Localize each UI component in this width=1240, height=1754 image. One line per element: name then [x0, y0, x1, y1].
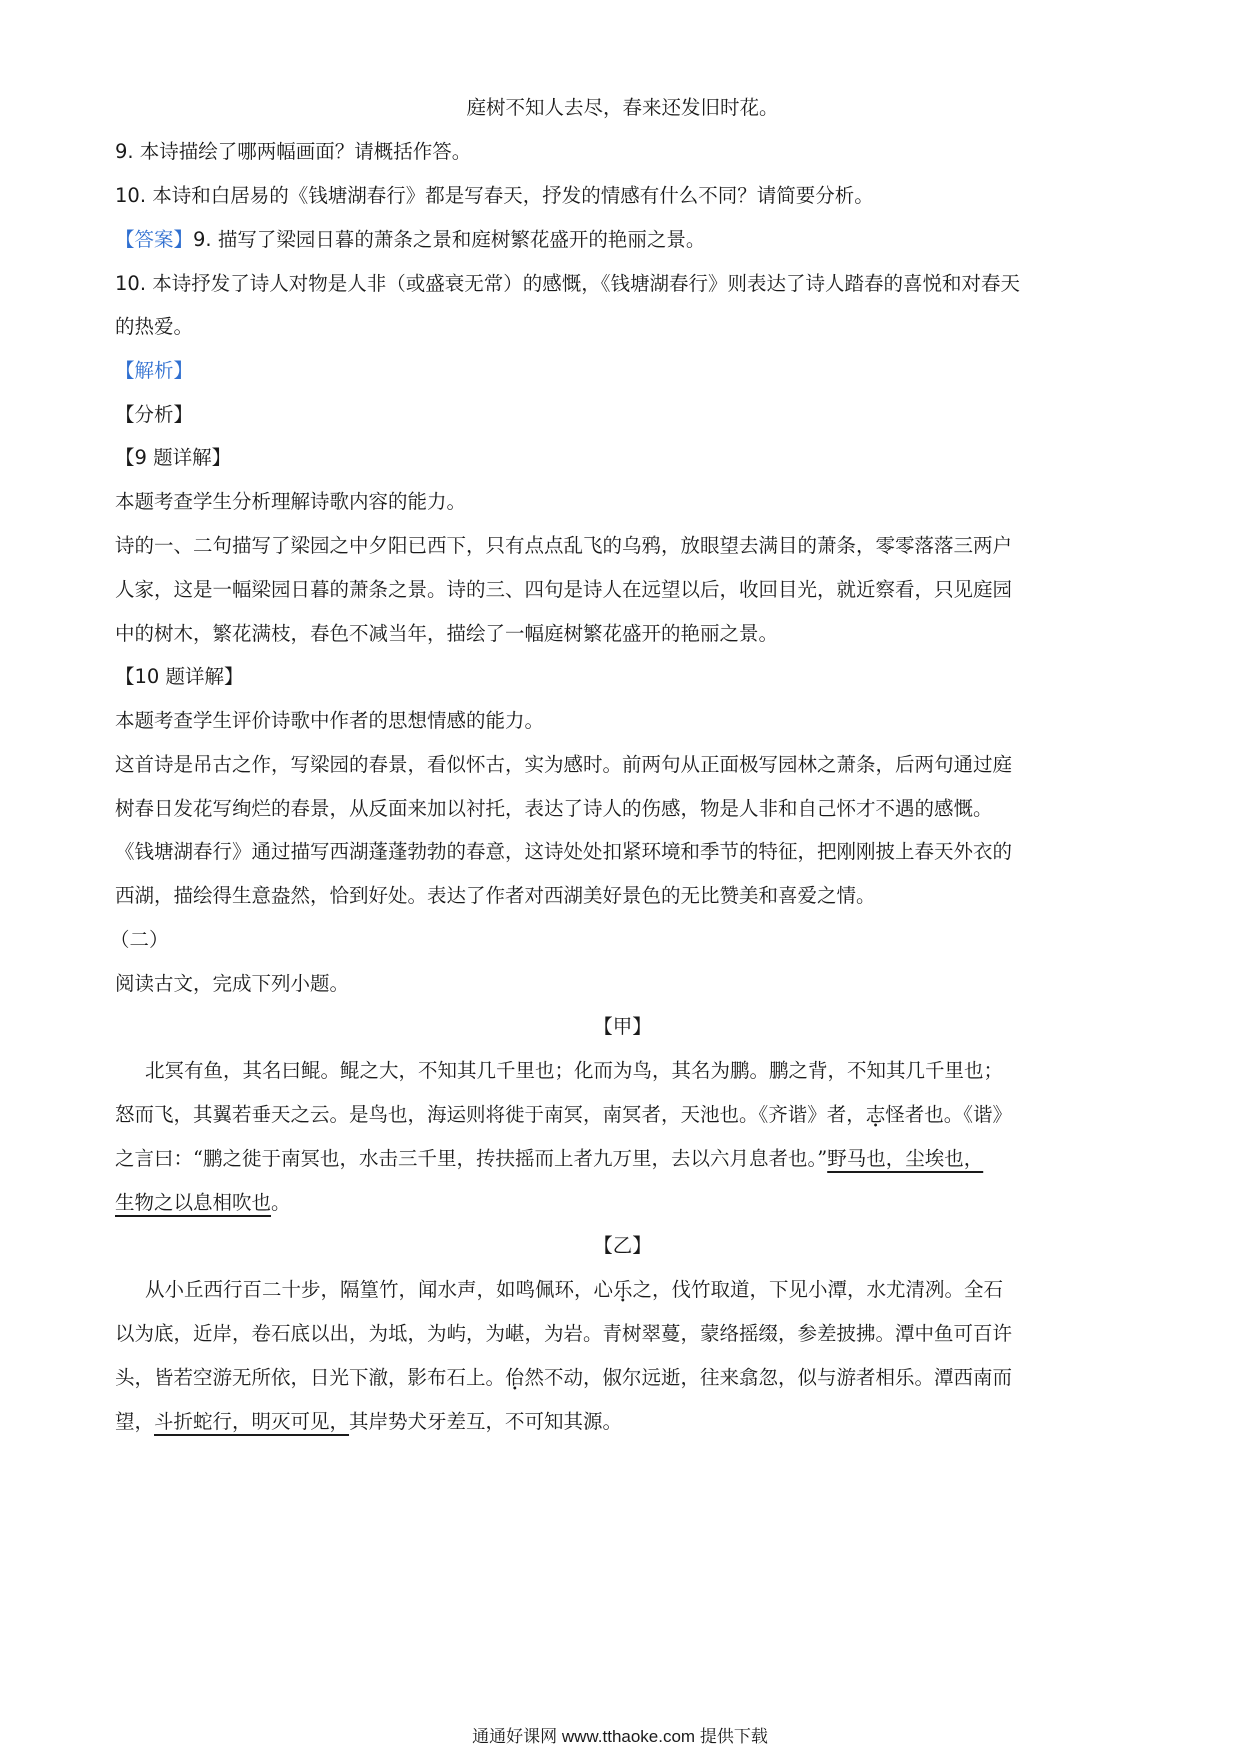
- section-2-heading: （二）: [110, 928, 169, 951]
- question-10: 10. 本诗和白居易的《钱塘湖春行》都是写春天，抒发的情感有什么不同？请简要分析。: [115, 184, 874, 207]
- answer-9-text: 9. 描写了梁园日暮的萧条之景和庭树繁花盛开的艳丽之景。: [193, 228, 706, 251]
- q9-detail-line-3: 人家，这是一幅梁园日暮的萧条之景。诗的三、四句是诗人在远望以后，收回目光，就近察看，只见庭园: [115, 578, 1013, 601]
- jia-line-4-end: 。: [271, 1191, 291, 1214]
- yi-line-3-part-b: 然不动，俶尔远逝，往来翕忽，似与游者相乐。潭西南而: [524, 1366, 1013, 1389]
- yi-line-4-part-a: 望，: [115, 1410, 155, 1433]
- yi-line-1-part-a: 从小丘西行百二十步，隔篁竹，闻水声，如鸣佩环，心: [145, 1278, 614, 1301]
- yi-underlined-phrase: 斗折蛇行，明灭可见，: [154, 1410, 350, 1433]
- yi-dotted-char-1: 乐: [613, 1278, 633, 1301]
- jia-line-3: [115, 1145, 1130, 1172]
- q10-detail-line-5: 西湖，描绘得生意盎然，恰到好处。表达了作者对西湖美好景色的无比赞美和喜爱之情。: [115, 884, 876, 907]
- analysis-tag: 【解析】: [115, 359, 194, 382]
- poem-line: 庭树不知人去尽，春来还发旧时花。: [466, 96, 779, 119]
- yi-line-1: [145, 1276, 1130, 1303]
- q10-detail-heading: 【10 题详解】: [115, 665, 244, 688]
- instruction: 阅读古文，完成下列小题。: [115, 972, 350, 995]
- answer-tag: 【答案】: [115, 228, 194, 251]
- answer-10-line-1: 10. 本诗抒发了诗人对物是人非（或盛衰无常）的感慨，《钱塘湖春行》则表达了诗人踏春的喜悦和对春天: [115, 272, 1020, 295]
- yi-dotted-char-2: 佁: [505, 1366, 525, 1389]
- jia-underlined-phrase-2: 生物之以息相吹也: [115, 1191, 272, 1214]
- jia-line-1: 北冥有鱼，其名曰鲲。鲲之大，不知其几千里也；化而为鸟，其名为鹏。鹏之背，不知其几千里也；: [145, 1059, 1004, 1082]
- q9-detail-line-2: 诗的一、二句描写了梁园之中夕阳已西下，只有点点乱飞的乌鸦，放眼望去满目的萧条，零零落落三两户: [115, 534, 1013, 557]
- q9-detail-line-1: 本题考查学生分析理解诗歌内容的能力。: [115, 490, 467, 513]
- jia-title: 【甲】: [593, 1015, 652, 1038]
- footer-watermark: 通通好课网 www.tthaoke.com 提供下载: [472, 1727, 768, 1746]
- jia-line-2-part-b: 怪者也。《谐》: [885, 1103, 1013, 1126]
- answer-9-line: [115, 226, 1130, 253]
- q10-detail-line-4: 《钱塘湖春行》通过描写西湖蓬蓬勃勃的春意，这诗处处扣紧环境和季节的特征，把刚刚披上春天外衣的: [115, 840, 1013, 863]
- jia-underlined-phrase-1: 野马也，尘埃也，: [827, 1147, 984, 1170]
- yi-line-4-part-b: 其岸势犬牙差互，不可知其源。: [349, 1410, 623, 1433]
- question-9: 9. 本诗描绘了哪两幅画面？请概括作答。: [115, 140, 472, 163]
- yi-line-4: [115, 1408, 1130, 1435]
- jia-line-2-part-a: 怒而飞，其翼若垂天之云。是鸟也，海运则将徙于南冥，南冥者，天池也。《齐谐》者，: [115, 1103, 866, 1126]
- q9-detail-heading: 【9 题详解】: [115, 446, 232, 469]
- yi-line-2: 以为底，近岸，卷石底以出，为坻，为屿，为嵁，为岩。青树翠蔓，蒙络摇缀，参差披拂。潭中鱼可百许: [115, 1322, 1013, 1345]
- jia-line-2: [115, 1101, 1130, 1128]
- jia-line-3-part-a: 之言曰：“鹏之徙于南冥也，水击三千里，抟扶摇而上者九万里，去以六月息者也。”: [115, 1147, 828, 1170]
- fenxi-heading: 【分析】: [115, 403, 194, 426]
- yi-title: 【乙】: [593, 1234, 652, 1257]
- jia-line-4: [115, 1189, 1130, 1216]
- answer-10-line-2: 的热爱。: [115, 315, 194, 338]
- yi-line-3-part-a: 头，皆若空游无所依，日光下澈，影布石上。: [115, 1366, 506, 1389]
- jia-dotted-char: 志: [865, 1103, 886, 1126]
- q10-detail-line-1: 本题考查学生评价诗歌中作者的思想情感的能力。: [115, 709, 545, 732]
- q10-detail-line-2: 这首诗是吊古之作，写梁园的春景，看似怀古，实为感时。前两句从正面极写园林之萧条，后两句通过庭: [115, 753, 1013, 776]
- q9-detail-line-4: 中的树木，繁花满枝，春色不减当年，描绘了一幅庭树繁花盛开的艳丽之景。: [115, 622, 779, 645]
- yi-line-1-part-b: 之，伐竹取道，下见小潭，水尤清冽。全石: [632, 1278, 1004, 1301]
- q10-detail-line-3: 树春日发花写绚烂的春景，从反面来加以衬托，表达了诗人的伤感，物是人非和自己怀才不遇的感慨。: [115, 797, 993, 820]
- yi-line-3: [115, 1364, 1130, 1391]
